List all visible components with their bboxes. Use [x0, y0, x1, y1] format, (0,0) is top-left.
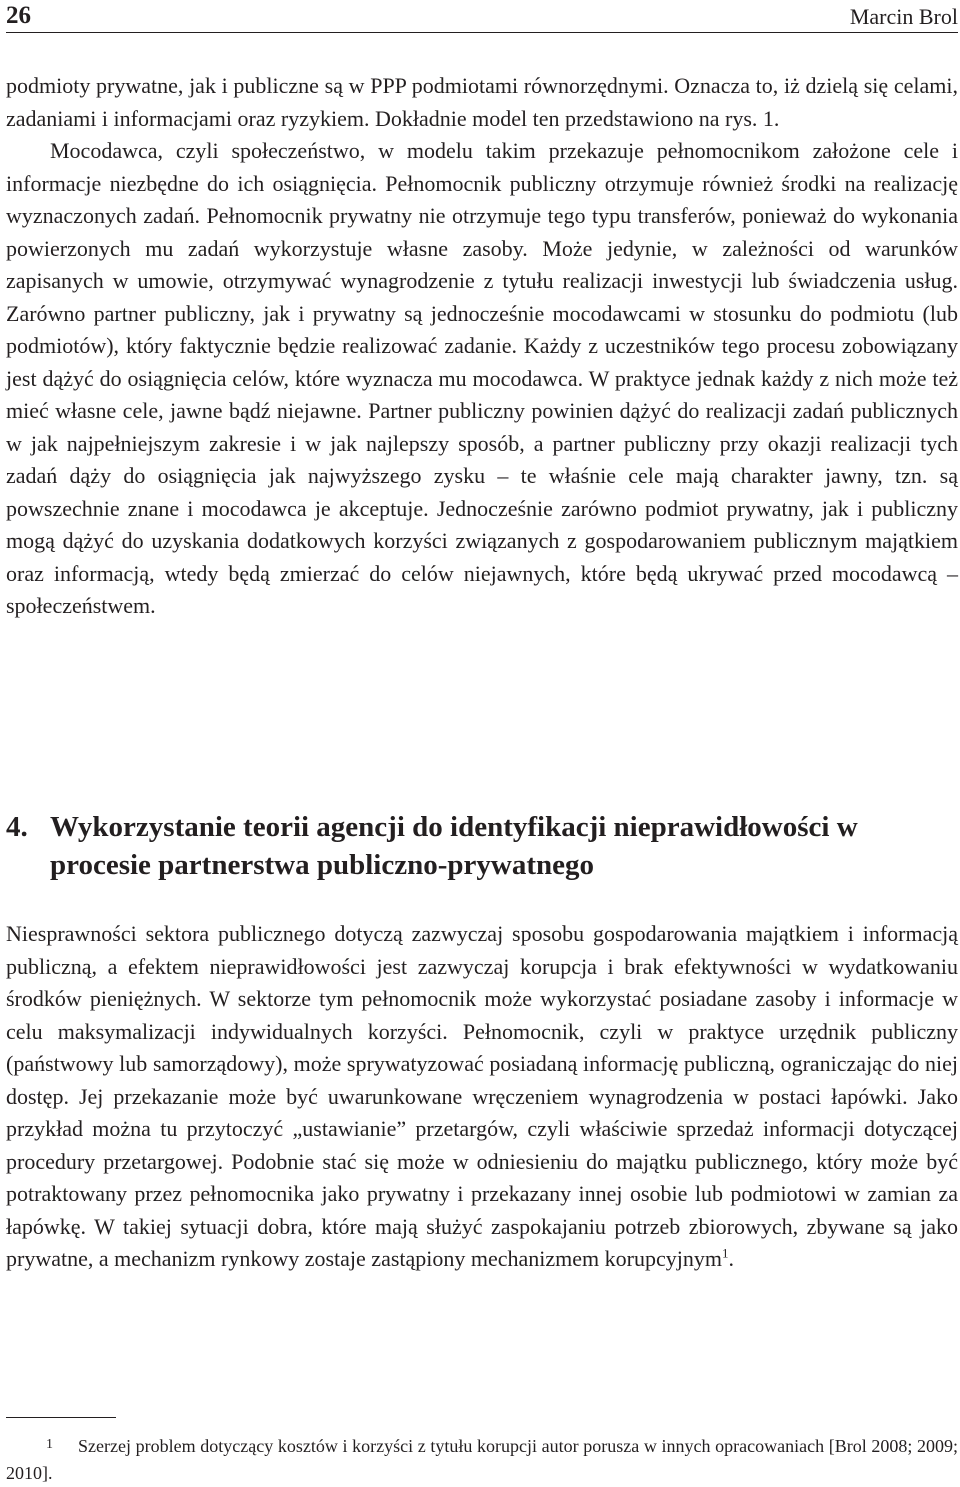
footnote-text: Szerzej problem dotyczący kosztów i korzyści z tytułu korupcji autor porusza w innych opracowaniach [Brol 2008; 2009; 2010].: [6, 1436, 958, 1483]
running-head-author: Marcin Brol: [849, 4, 958, 29]
section-heading: [6, 808, 958, 884]
paragraph-mocodawca: Mocodawca, czyli społeczeństwo, w modelu takim przekazuje pełnomocnikom założone cele i informacje niezbędne do ich osiągnięcia. Pełnomocnik publiczny otrzymuje również środki na realizację wyznaczonych zadań. Pełnomocnik prywatny nie otrzymuje tego typu transferów, ponieważ do wykonania powierzonych mu zadań wykorzystuje własne zasoby. Może jedynie, w zależności od warunków zapisanych w umowie, otrzymywać wynagrodzenie z tytułu realizacji inwestycji lub świadczenia usług. Zarówno partner publiczny, jak i prywatny są jednocześnie mocodawcami w stosunku do podmiotu (lub podmiotów), który faktycznie będzie realizować zadanie. Każdy z uczestników tego procesu zobowiązany jest dążyć do osiągnięcia celów, które wyznacza mu mocodawca. W praktyce jednak każdy z nich może też mieć własne cele, jawne bądź niejawne. Partner publiczny powinien dążyć do realizacji zadań publicznych w jak najpełniejszym zakresie i w jak najlepszy sposób, a partner publiczny przy okazji realizacji tych zadań dąży do osiągnięcia jak najwyższego zysku – te właśnie cele mają charakter jawny, tzn. są powszechnie znane i mocodawca je akceptuje. Jednocześnie zarówno podmiot prywatny, jak i publiczny mogą dążyć do uzyskania dodatkowych korzyści związanych z gospodarowaniem publicznym majątkiem oraz informacją, wtedy będą zmierzać do celów niejawnych, które będą ukrywać przed mocodawcą – społeczeństwem.: [6, 138, 958, 618]
body-text-top: [6, 70, 958, 623]
page-header: [6, 0, 958, 33]
document-page: [6, 0, 958, 1487]
body-text-section: [6, 918, 958, 1276]
footnote-marker: 1: [46, 1437, 53, 1452]
paragraph-end-punctuation: .: [728, 1246, 734, 1271]
paragraph-niesprawnosci-text: Niesprawności sektora publicznego dotyczą zazwyczaj sposobu gospodarowania majątkiem i informacją publiczną, a efektem nieprawidłowości jest zazwyczaj korupcja i brak efektywności w wydatkowaniu środków pieniężnych. W sektorze tym pełnomocnik może wykorzystać posiadane zasoby i informacje w celu maksymalizacji indywidualnych korzyści. Pełnomocnik, czyli w praktyce urzędnik publiczny (państwowy lub samorządowy), może sprywatyzować posiadaną informację publiczną, ograniczając do niej dostęp. Jej przekazanie może być uwarunkowane wręczeniem wynagrodzenia w postaci łapówki. Jako przykład można tu przytoczyć „ustawianie” przetargów, czyli właściwie sprzedaż informacji dotyczącej procedury przetargowej. Podobnie stać się może w odniesieniu do majątku publicznego, który może być potraktowany przez pełnomocnika jako prywatny i przekazany innej osobie lub podmiotowi w zamian za łapówkę. W takiej sytuacji dobra, które mają służyć zaspokajaniu potrzeb zbiorowych, zbywane są jako prywatne, a mechanizm rynkowy zostaje zastąpiony mechanizmem korupcyjnym: [6, 921, 958, 1271]
section-number: 4.: [6, 811, 28, 843]
section-title: Wykorzystanie teorii agencji do identyfikacji nieprawidłowości w procesie partnerstwa publiczno-prywatnego: [50, 811, 858, 881]
footnote: [6, 1431, 958, 1487]
page-number: 26: [6, 2, 31, 29]
paragraph-niesprawnosci: [6, 918, 958, 1276]
paragraph-continued: podmioty prywatne, jak i publiczne są w PPP podmiotami równorzędnymi. Oznacza to, iż dzielą się celami, zadaniami i informacjami oraz ryzykiem. Dokładnie model ten przedstawiono na rys. 1.: [6, 73, 958, 131]
footnote-reference[interactable]: 1: [721, 1245, 729, 1261]
footnote-separator: [6, 1417, 116, 1418]
